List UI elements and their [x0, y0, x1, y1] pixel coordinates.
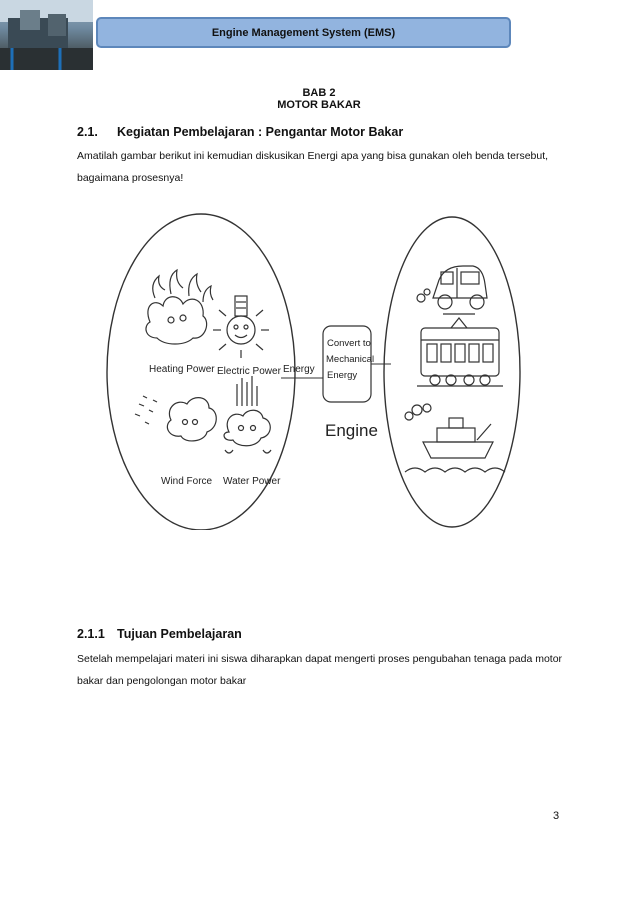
- page-number: 3: [553, 810, 560, 822]
- energy-label: Energy: [283, 364, 315, 375]
- electric-power-label: Electric Power: [217, 366, 281, 377]
- header-title: Engine Management System (EMS): [211, 26, 396, 39]
- energy-conversion-figure: [105, 210, 535, 530]
- convert-label-line1: Convert to: [327, 338, 371, 349]
- convert-label-line2: Mechanical: [326, 354, 375, 365]
- header-photo: [0, 0, 93, 70]
- section-heading-2-1-1: [77, 627, 242, 641]
- water-power-label: Water Power: [223, 476, 281, 487]
- applications-ellipse: [384, 217, 520, 527]
- engine-label: Engine: [325, 421, 378, 440]
- section-title: Tujuan Pembelajaran: [117, 627, 242, 641]
- chapter-title: MOTOR BAKAR: [277, 99, 361, 111]
- section-body-2-1-1: Setelah mempelajari materi ini siswa diharapkan dapat mengerti proses pengubahan tenaga pada motor bakar dan pengolongan motor bakar: [77, 653, 563, 687]
- wind-force-label: Wind Force: [161, 476, 213, 487]
- section-number: 2.1.: [77, 125, 98, 139]
- section-number: 2.1.1: [77, 627, 105, 641]
- section-title: Kegiatan Pembelajaran : Pengantar Motor Bakar: [117, 125, 404, 139]
- section-heading-2-1: [77, 125, 403, 139]
- section-body-2-1: Amatilah gambar berikut ini kemudian diskusikan Energi apa yang bisa gunakan oleh benda tersebut, bagaimana prosesnya!: [77, 150, 549, 184]
- chapter-label: BAB 2: [302, 87, 336, 99]
- header-title-bar: [96, 17, 511, 48]
- convert-label-line3: Energy: [327, 370, 358, 381]
- heating-power-label: Heating Power: [149, 364, 215, 375]
